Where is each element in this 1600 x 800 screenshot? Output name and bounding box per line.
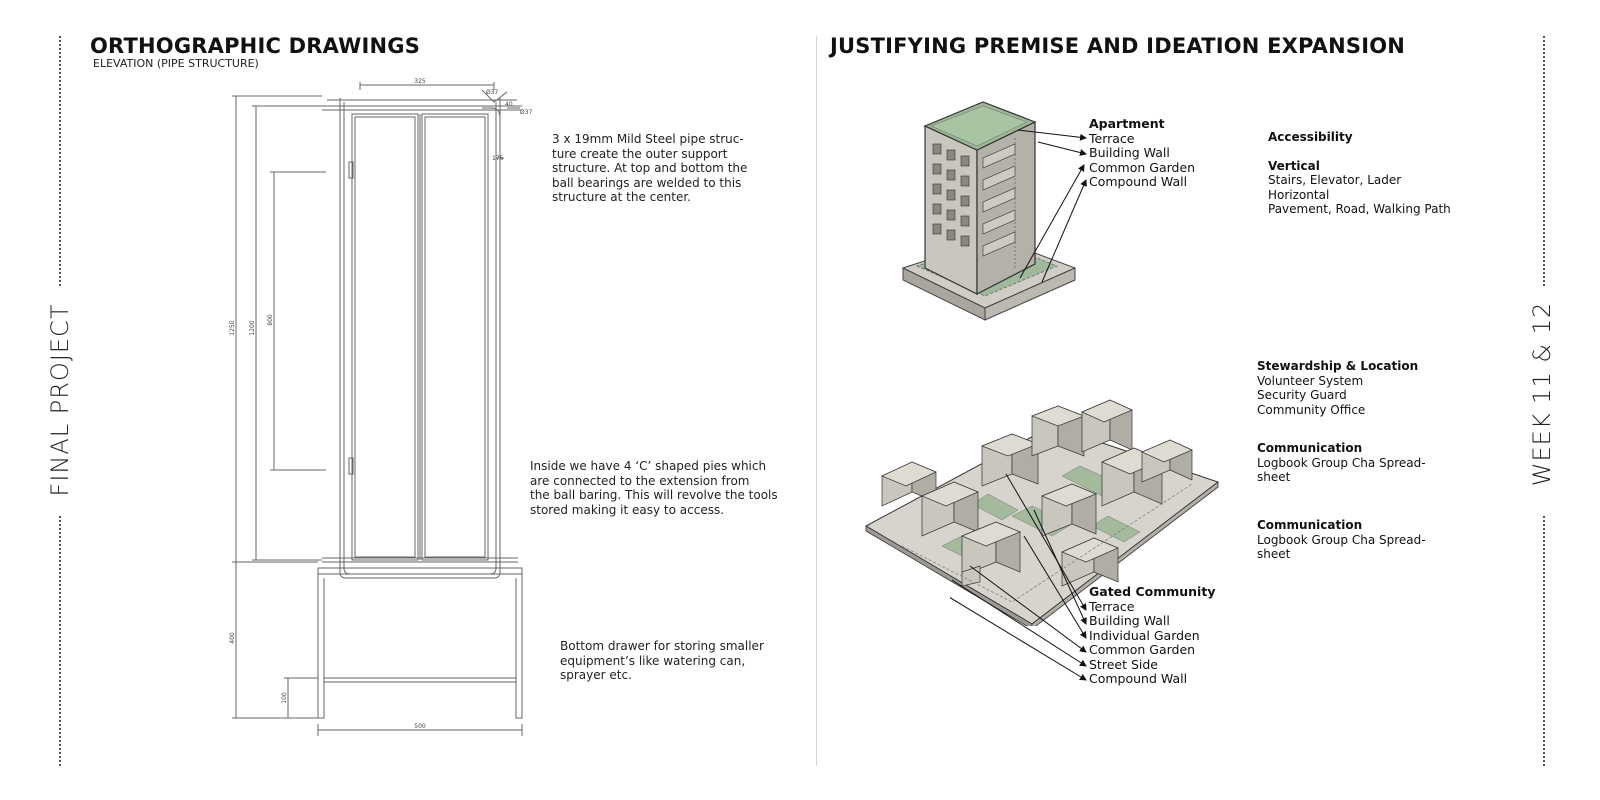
gated-community-item: Common Garden: [1089, 642, 1196, 657]
communication-line: sheet: [1257, 470, 1291, 484]
communication-line: Logbook Group Cha Spread-: [1257, 455, 1426, 470]
vertical-title: Vertical: [1268, 158, 1320, 173]
note-text: Bottom drawer for storing smaller equipment’s like watering can, sprayer etc.: [560, 639, 764, 682]
gated-community-item: Building Wall: [1089, 613, 1170, 628]
stewardship-line: Community Office: [1257, 402, 1366, 417]
week-label: WEEK 11 & 12: [1528, 301, 1556, 487]
dim-gap: 40: [505, 101, 513, 108]
accessibility-line: Stairs, Elevator, Lader: [1268, 173, 1402, 187]
left-page-title: ORTHOGRAPHIC DRAWINGS: [90, 34, 421, 58]
apartment-item: Terrace: [1089, 130, 1135, 146]
dim-height-total: 1250: [229, 320, 236, 336]
gated-community-item: Compound Wall: [1089, 671, 1188, 686]
dim-height-panel: 800: [267, 314, 274, 326]
apartment-labels: [1089, 117, 1195, 190]
accessibility-block: [1268, 130, 1451, 217]
right-dotted-rule-top: [1543, 36, 1545, 286]
apartment-arrows: [1000, 120, 1100, 300]
gated-community-item: Street Side: [1089, 656, 1158, 672]
gated-community-item: Terrace: [1089, 598, 1135, 614]
gated-community-labels: [1089, 585, 1215, 687]
apartment-title: Apartment: [1089, 116, 1165, 131]
apartment-item: Common Garden: [1089, 159, 1196, 175]
apartment-item: Compound Wall: [1089, 174, 1188, 189]
stewardship-line: Volunteer System: [1257, 373, 1364, 388]
communication-line: Logbook Group Cha Spread-: [1257, 532, 1426, 547]
communication-block-2: [1257, 518, 1426, 562]
stewardship-block: [1257, 359, 1418, 417]
stewardship-title: Stewardship & Location: [1257, 359, 1419, 373]
stewardship-line: Security Guard: [1257, 388, 1347, 402]
accessibility-line: Horizontal: [1268, 187, 1330, 202]
note-bottom-drawer: [560, 639, 780, 683]
right-dotted-rule-bottom: [1543, 516, 1545, 766]
apartment-item: Building Wall: [1089, 145, 1170, 160]
communication-block-1: [1257, 441, 1426, 485]
note-text: Inside we have 4 ‘C’ shaped pies which are connected to the extension from the ball baring. This will revolve the tools stored making it easy to access.: [530, 459, 778, 517]
left-page-subtitle: ELEVATION (PIPE STRUCTURE): [93, 57, 259, 70]
accessibility-title: Accessibility: [1268, 130, 1353, 144]
right-page-title: JUSTIFYING PREMISE AND IDEATION EXPANSION: [830, 34, 1406, 58]
dim-pipe-2: Ø37: [520, 109, 533, 116]
note-text: 3 x 19mm Mild Steel pipe struc- ture create the outer support structure. At top and bottom the ball bearings are welded to this structure at the center.: [552, 132, 748, 204]
note-pipe-structure: [552, 132, 762, 205]
dim-height-base: 400: [229, 632, 236, 644]
dim-height-foot: 100: [281, 692, 288, 704]
communication-title: Communication: [1257, 518, 1363, 532]
dim-side: 175: [492, 155, 504, 162]
elevation-drawing: [222, 78, 552, 768]
left-dotted-rule-bottom: [59, 516, 61, 766]
accessibility-line: Pavement, Road, Walking Path: [1268, 202, 1451, 216]
final-project-label: FINAL PROJECT: [46, 303, 74, 497]
dim-pipe-1: Ø37: [486, 89, 499, 96]
page-divider: [816, 36, 817, 766]
dim-top-width: 325: [414, 78, 426, 85]
note-c-shaped-pipes: [530, 459, 780, 517]
left-dotted-rule-top: [59, 36, 61, 286]
dim-width-base: 500: [414, 723, 426, 730]
communication-line: sheet: [1257, 547, 1291, 561]
gated-community-item: Individual Garden: [1089, 627, 1200, 643]
gated-community-title: Gated Community: [1089, 584, 1216, 599]
gated-community-arrows: [950, 470, 1100, 690]
dim-height-inner: 1200: [249, 320, 256, 336]
communication-title: Communication: [1257, 441, 1363, 455]
